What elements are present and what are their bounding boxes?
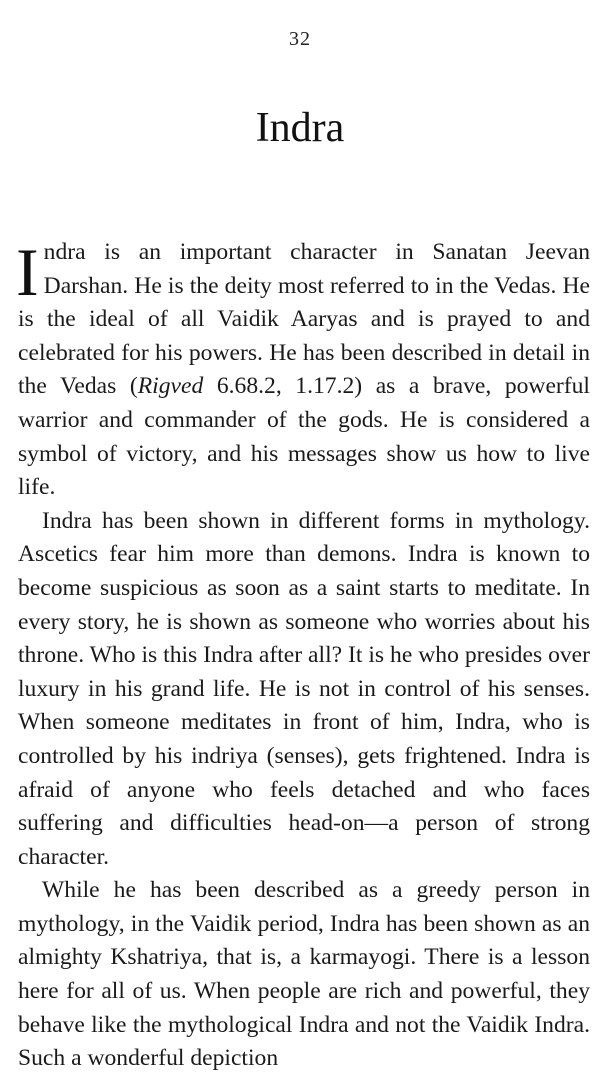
paragraph-1-text-after: 6.68.2, 1.17.2) as a brave, powerful warrior and commander of the gods. He is considered a symbol of victory, and his messages show us how to live life. (18, 373, 590, 501)
chapter-body (18, 236, 590, 1076)
citation-rigved: Rigved (137, 373, 204, 400)
chapter-title: Indra (255, 105, 345, 151)
paragraph-1 (18, 236, 590, 505)
paragraph-3: While he has been described as a greedy person in mythology, in the Vaidik period, Indra has been shown as an almighty Kshatriya, that is, a karmayogi. There is a lesson here for all of us. When people are rich and powerful, they behave like the mythological Indra and not the Vaidik Indra. Such a wonderful depiction (18, 877, 590, 1072)
drop-cap: I (16, 234, 39, 310)
paragraph-2: Indra has been shown in different forms in mythology. Ascetics fear him more than demons. Indra is known to become suspicious as soon as a saint starts to meditate. In every story, he is shown as someone who worries about his throne. Who is this Indra after all? It is he who presides over luxury in his grand life. He is not in control of his senses. When someone meditates in front of him, Indra, who is controlled by his indriya (senses), gets frightened. Indra is afraid of anyone who feels detached and who faces suffering and difficulties head-on—a person of strong character. (18, 507, 590, 870)
paragraph-1-text-before: ndra is an important character in Sanatan Jeevan Darshan. He is the deity most referred to in the Vedas. He is the ideal of all Vaidik Aaryas and is prayed to and celebrated for his powers. He has been described in detail in the Vedas ( (18, 239, 590, 400)
page-number: 32 (289, 28, 311, 50)
